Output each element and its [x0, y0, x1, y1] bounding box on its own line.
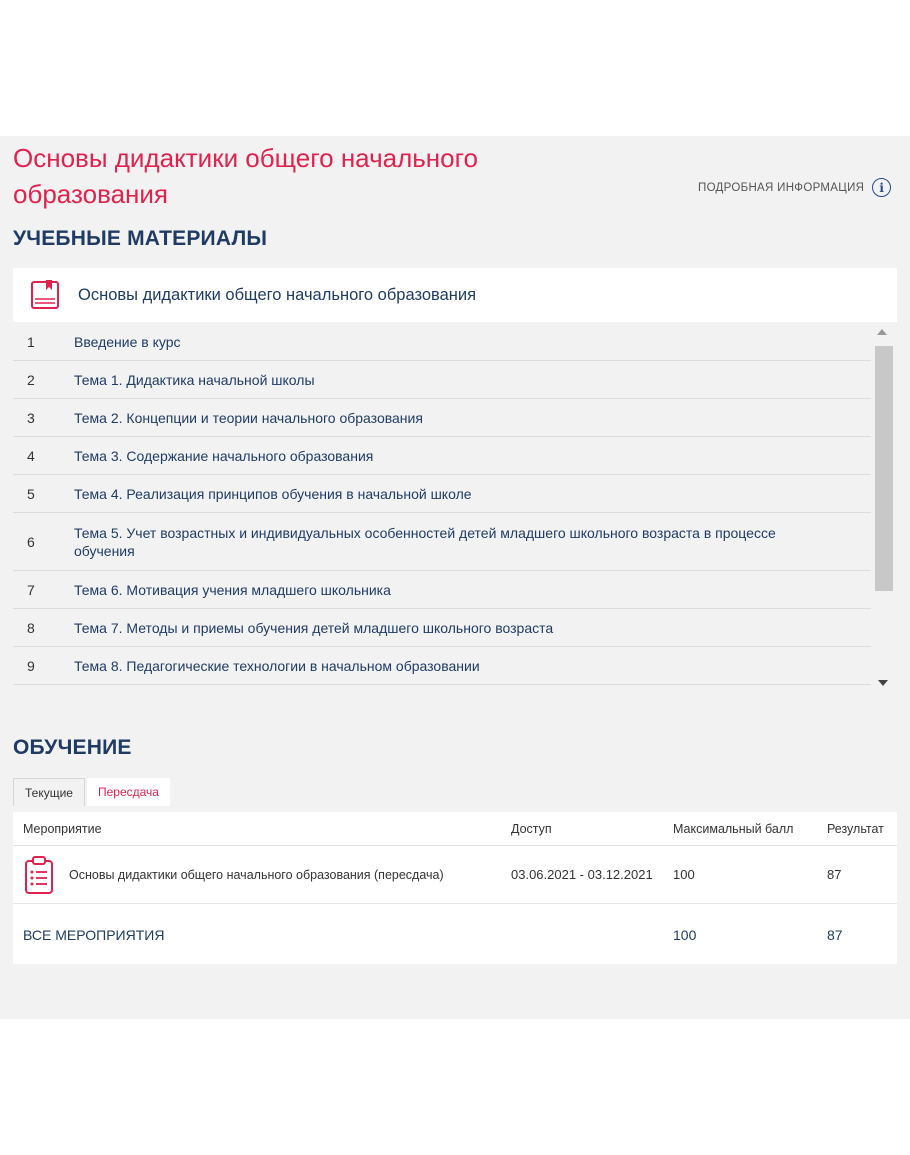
topic-label: Тема 4. Реализация принципов обучения в начальной школе	[74, 485, 472, 502]
topic-row[interactable]	[13, 361, 871, 399]
event-cell	[13, 855, 511, 895]
topic-number: 7	[27, 581, 35, 598]
access-period: 03.06.2021 - 03.12.2021	[511, 867, 653, 882]
info-icon: i	[872, 178, 891, 197]
topic-row[interactable]	[13, 513, 871, 571]
learning-heading: ОБУЧЕНИЕ	[13, 736, 132, 759]
topic-row[interactable]	[13, 437, 871, 475]
scroll-up-arrow-icon[interactable]	[877, 329, 887, 335]
topic-label: Тема 8. Педагогические технологии в начальном образовании	[74, 657, 480, 674]
topic-number: 8	[27, 619, 35, 636]
max-score: 100	[673, 867, 695, 882]
clipboard-icon	[23, 855, 55, 895]
topic-number: 6	[27, 533, 35, 550]
topic-label: Тема 6. Мотивация учения младшего школьника	[74, 581, 391, 598]
topic-row[interactable]	[13, 323, 871, 361]
scrollbar-thumb[interactable]	[875, 346, 893, 591]
column-header-result: Результат	[827, 821, 884, 836]
total-row	[13, 906, 897, 964]
details-link[interactable]	[698, 178, 891, 197]
events-table	[13, 812, 897, 964]
topic-number: 1	[27, 333, 35, 350]
total-result: 87	[827, 927, 843, 943]
topic-label: Введение в курс	[74, 333, 181, 350]
total-max-score: 100	[673, 927, 697, 943]
topic-label: Тема 5. Учет возрастных и индивидуальных особенностей детей младшего школьного возраста в процессе обучения	[74, 524, 776, 559]
tab-retake[interactable]: Пересдача	[87, 778, 170, 806]
topic-number: 5	[27, 485, 35, 502]
scroll-down-arrow-icon[interactable]	[878, 680, 888, 686]
column-header-event: Мероприятие	[23, 821, 102, 836]
learning-tabs	[13, 778, 170, 806]
topic-label: Тема 7. Методы и приемы обучения детей младшего школьного возраста	[74, 619, 554, 636]
event-name: Основы дидактики общего начального образования (пересдача)	[69, 867, 444, 882]
details-link-label: ПОДРОБНАЯ ИНФОРМАЦИЯ	[698, 181, 865, 194]
topic-list	[13, 323, 897, 689]
topic-number: 3	[27, 409, 35, 426]
topic-label: Тема 1. Дидактика начальной школы	[74, 371, 315, 388]
course-panel	[0, 136, 910, 1019]
topic-row[interactable]	[13, 571, 871, 609]
total-label: ВСЕ МЕРОПРИЯТИЯ	[23, 927, 165, 943]
topic-number: 2	[27, 371, 35, 388]
result: 87	[827, 867, 842, 882]
topic-row[interactable]	[13, 647, 871, 685]
topic-number: 4	[27, 447, 35, 464]
topic-row[interactable]	[13, 399, 871, 437]
table-row[interactable]	[13, 846, 897, 904]
tab-current[interactable]: Текущие	[13, 778, 85, 806]
topic-label: Тема 3. Содержание начального образования	[74, 447, 374, 464]
materials-heading: УЧЕБНЫЕ МАТЕРИАЛЫ	[13, 227, 268, 250]
topic-row[interactable]	[13, 609, 871, 647]
topic-label: Тема 2. Концепции и теории начального образования	[74, 409, 423, 426]
topic-row[interactable]	[13, 475, 871, 513]
topic-number: 9	[27, 657, 35, 674]
material-title: Основы дидактики общего начального образования	[78, 285, 477, 304]
book-icon	[29, 279, 61, 311]
column-header-max-score: Максимальный балл	[673, 821, 794, 836]
material-card[interactable]	[13, 268, 897, 322]
column-header-access: Доступ	[511, 821, 552, 836]
course-title: Основы дидактики общего начального образования	[13, 143, 478, 209]
table-header	[13, 812, 897, 846]
